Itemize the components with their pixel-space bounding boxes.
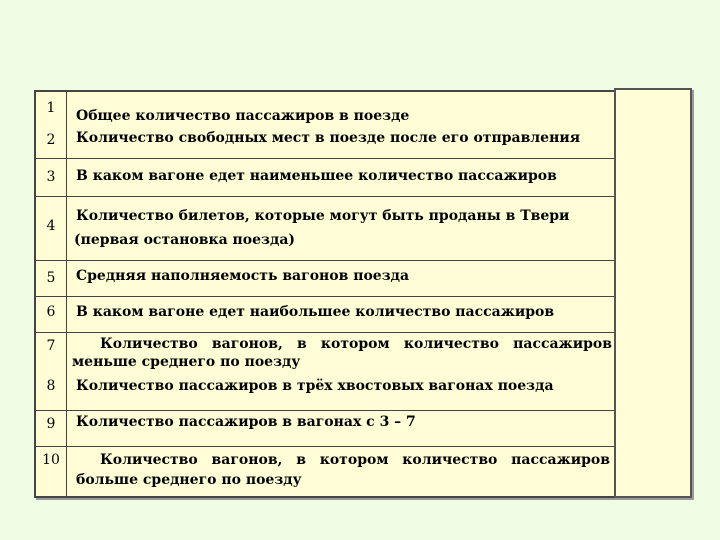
row-number: 8	[46, 378, 56, 394]
row-text: Средняя наполняемость вагонов поезда	[76, 268, 410, 284]
row-text: (первая остановка поезда)	[74, 232, 296, 248]
row-text: больше среднего по поезду	[76, 472, 302, 488]
row-text: В каком вагоне едет наименьшее количество пассажиров	[76, 168, 557, 184]
row-number: 3	[46, 169, 56, 185]
row-text: Общее количество пассажиров в поезде	[76, 108, 410, 124]
table-row	[36, 410, 616, 447]
number-cell	[36, 410, 67, 446]
row-number: 5	[46, 270, 56, 286]
questions-table	[34, 90, 618, 498]
number-cell	[36, 92, 67, 158]
row-text: Количество пассажиров в трёх хвостовых вагонах поезда	[76, 378, 554, 394]
number-cell	[36, 446, 67, 496]
table-row	[36, 332, 616, 411]
row-number: 10	[42, 452, 60, 468]
row-number: 1	[46, 100, 56, 116]
row-text: Количество пассажиров в вагонах с 3 – 7	[76, 414, 416, 430]
number-cell	[36, 260, 67, 296]
row-number: 2	[46, 132, 56, 148]
row-text: В каком вагоне едет наибольшее количество пассажиров	[76, 304, 555, 320]
row-text: Количество вагонов, в котором количество пассажиров	[100, 336, 612, 352]
row-number: 6	[46, 304, 56, 320]
row-text: меньше среднего по поезду	[72, 354, 301, 370]
table-row	[36, 196, 616, 261]
row-number: 4	[46, 218, 56, 234]
number-cell	[36, 296, 67, 332]
table-row	[36, 446, 616, 496]
row-text: Количество свободных мест в поезде после его отправления	[76, 130, 581, 146]
table-row	[36, 92, 616, 159]
table-row	[36, 158, 616, 197]
number-cell	[36, 332, 67, 410]
row-text: Количество билетов, которые могут быть проданы в Твери	[76, 208, 570, 224]
row-number: 7	[46, 338, 56, 354]
table-row	[36, 260, 616, 297]
row-number: 9	[46, 416, 56, 432]
table-row	[36, 296, 616, 333]
number-cell	[36, 158, 67, 196]
answer-column	[614, 88, 692, 498]
number-cell	[36, 196, 67, 260]
row-text: Количество вагонов, в котором количество пассажиров	[100, 452, 610, 468]
